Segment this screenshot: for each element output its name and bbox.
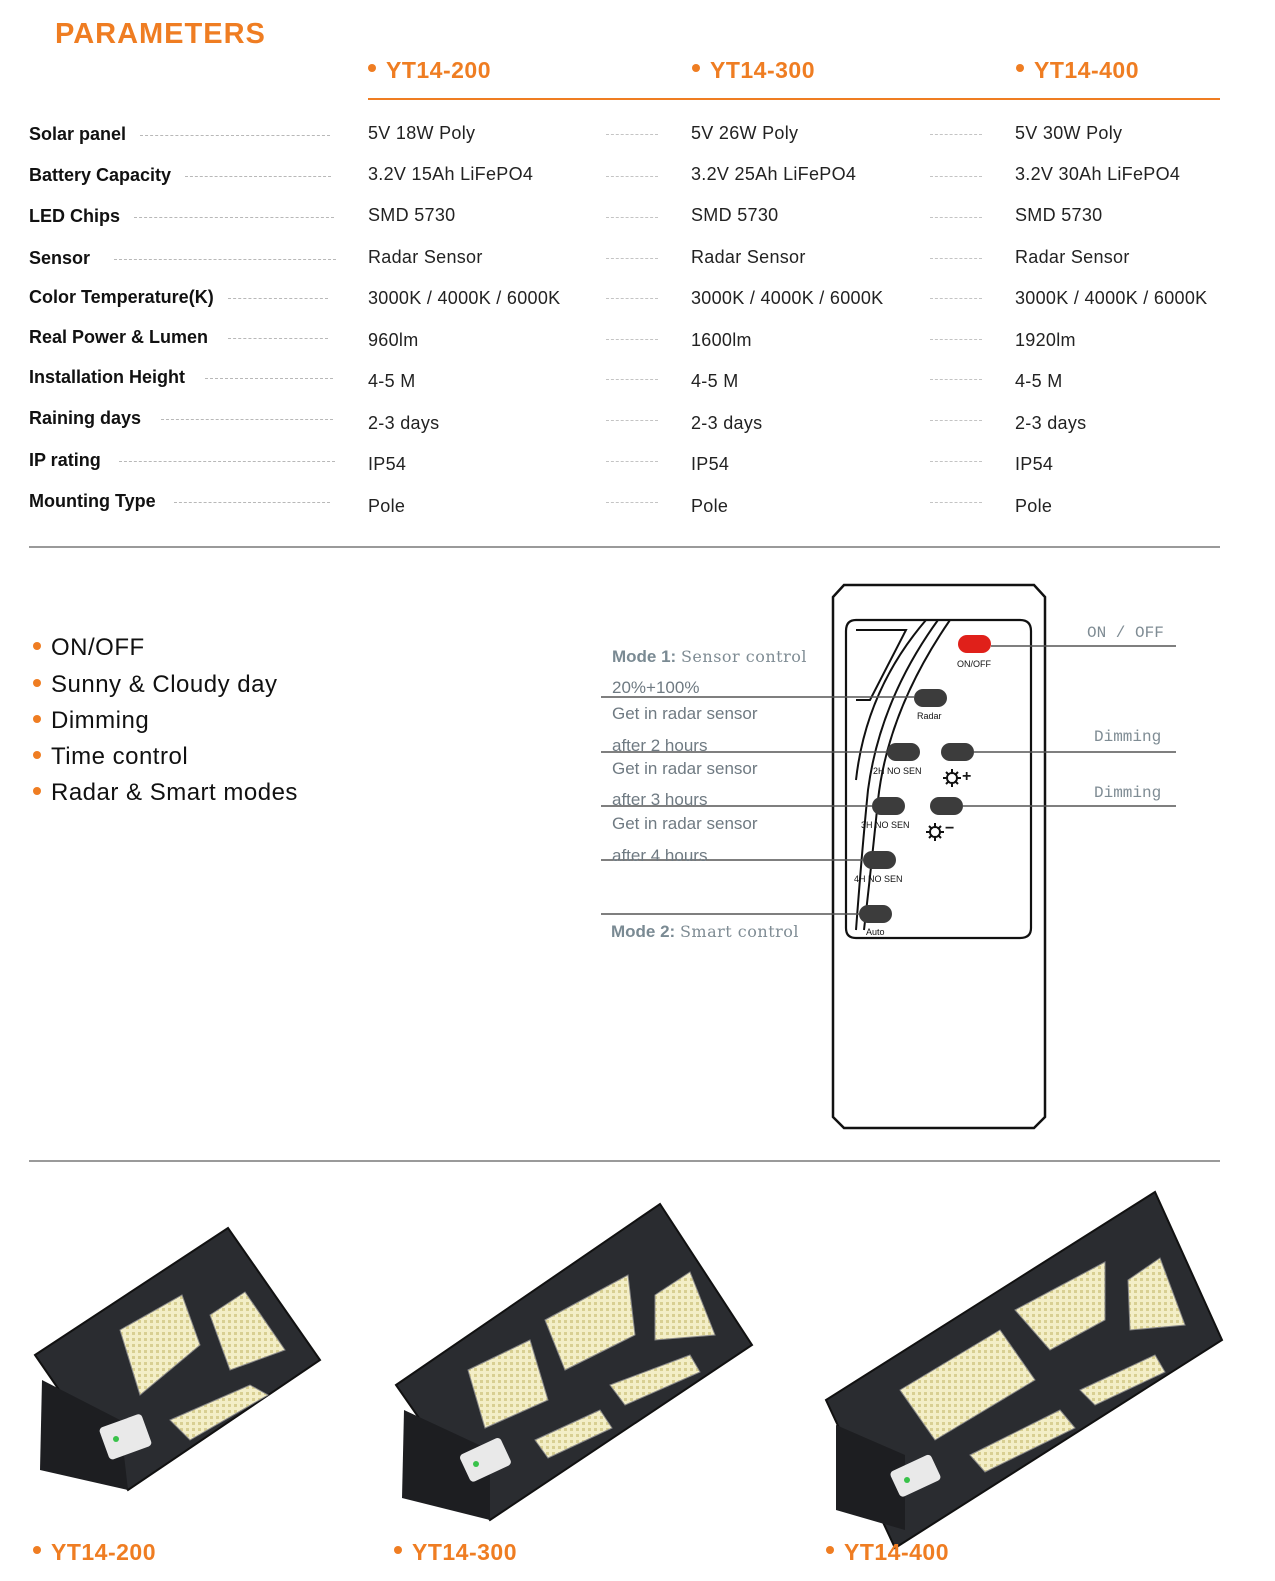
onoff-annotation: ON / OFF: [1087, 624, 1164, 642]
plus-label: +: [962, 768, 972, 785]
model-caption-1: YT14-200: [33, 1539, 156, 1566]
model-header-label: YT14-400: [1034, 57, 1140, 83]
spec-value: 3.2V 15Ah LiFePO4: [368, 164, 534, 184]
street-light-yt14-200: [35, 1228, 320, 1490]
spec-value: 2-3 days: [368, 413, 440, 433]
spec-value: 5V 26W Poly: [691, 123, 799, 143]
mode1-label: Mode 1: Sensor control: [612, 647, 808, 666]
after-2-label: after 2 hours: [612, 736, 708, 755]
spec-value: 3000K / 4000K / 6000K: [1015, 288, 1208, 308]
spec-label: Real Power & Lumen: [29, 327, 328, 348]
spec-value: SMD 5730: [368, 205, 456, 225]
auto-button-label: Auto: [866, 927, 885, 937]
bullet-icon: [826, 1546, 834, 1554]
spec-value: 4-5 M: [1015, 371, 1063, 391]
feature-item: Sunny & Cloudy day: [33, 671, 277, 699]
model-header-label: YT14-300: [710, 57, 816, 83]
model-caption-3: YT14-400: [826, 1539, 949, 1566]
spec-value: Radar Sensor: [1015, 247, 1130, 267]
spec-label: Mounting Type: [29, 491, 330, 512]
spec-label: LED Chips: [29, 206, 334, 227]
feature-item: Dimming: [33, 707, 149, 735]
spec-label: IP rating: [29, 450, 335, 471]
bullet-icon: [33, 1546, 41, 1554]
level-label: 20%+100%: [612, 678, 700, 697]
after-4-label: after 4 hours: [612, 846, 708, 865]
spec-value: Pole: [691, 496, 729, 516]
mode2-label: Mode 2: Smart control: [611, 922, 800, 941]
page-title: PARAMETERS: [55, 18, 266, 50]
spec-label: Color Temperature(K): [29, 287, 328, 308]
onoff-button-label: ON/OFF: [957, 659, 991, 669]
feature-item: Radar & Smart modes: [33, 779, 298, 807]
minus-label: −: [945, 820, 955, 837]
bullet-icon: [394, 1546, 402, 1554]
spec-value: Radar Sensor: [368, 247, 483, 267]
dimming-annotation: Dimming: [1094, 784, 1162, 802]
spec-value: 1600lm: [691, 330, 752, 350]
model-caption-2: YT14-300: [394, 1539, 517, 1566]
spec-value: 4-5 M: [368, 371, 416, 391]
spec-label: Sensor: [29, 248, 336, 269]
spec-value: Radar Sensor: [691, 247, 806, 267]
3h-button-label: 3H NO SEN: [861, 820, 910, 830]
spec-value: 2-3 days: [1015, 413, 1087, 433]
spec-value: IP54: [691, 454, 730, 474]
radar-desc: Get in radar sensor: [612, 814, 758, 833]
radar-desc: Get in radar sensor: [612, 704, 758, 723]
spec-value: SMD 5730: [691, 205, 779, 225]
spec-value: 3.2V 25Ah LiFePO4: [691, 164, 857, 184]
spec-label: Installation Height: [29, 367, 333, 388]
2h-button-label: 2H NO SEN: [873, 766, 922, 776]
spec-label: Raining days: [29, 408, 333, 429]
radar-button-label: Radar: [917, 711, 942, 721]
spec-value: Pole: [1015, 496, 1053, 516]
spec-value: 3000K / 4000K / 6000K: [368, 288, 561, 308]
feature-item: ON/OFF: [33, 634, 145, 662]
spec-value: 3.2V 30Ah LiFePO4: [1015, 164, 1181, 184]
4h-button-label: 4H NO SEN: [854, 874, 903, 884]
spec-value: SMD 5730: [1015, 205, 1103, 225]
spec-value: IP54: [368, 454, 407, 474]
spec-value: 5V 30W Poly: [1015, 123, 1123, 143]
dimming-annotation: Dimming: [1094, 728, 1162, 746]
after-3-label: after 3 hours: [612, 790, 708, 809]
spec-value: Pole: [368, 496, 406, 516]
spec-label: Solar panel: [29, 124, 330, 145]
feature-item: Time control: [33, 743, 188, 771]
spec-value: 4-5 M: [691, 371, 739, 391]
spec-value: IP54: [1015, 454, 1054, 474]
spec-value: 1920lm: [1015, 330, 1076, 350]
spec-value: 960lm: [368, 330, 419, 350]
street-light-yt14-300: [396, 1204, 752, 1520]
spec-value: 5V 18W Poly: [368, 123, 476, 143]
spec-value: 3000K / 4000K / 6000K: [691, 288, 884, 308]
radar-desc: Get in radar sensor: [612, 759, 758, 778]
street-light-yt14-400: [826, 1192, 1222, 1548]
spec-value: 2-3 days: [691, 413, 763, 433]
spec-label: Battery Capacity: [29, 165, 331, 186]
model-header-label: YT14-200: [386, 57, 492, 83]
